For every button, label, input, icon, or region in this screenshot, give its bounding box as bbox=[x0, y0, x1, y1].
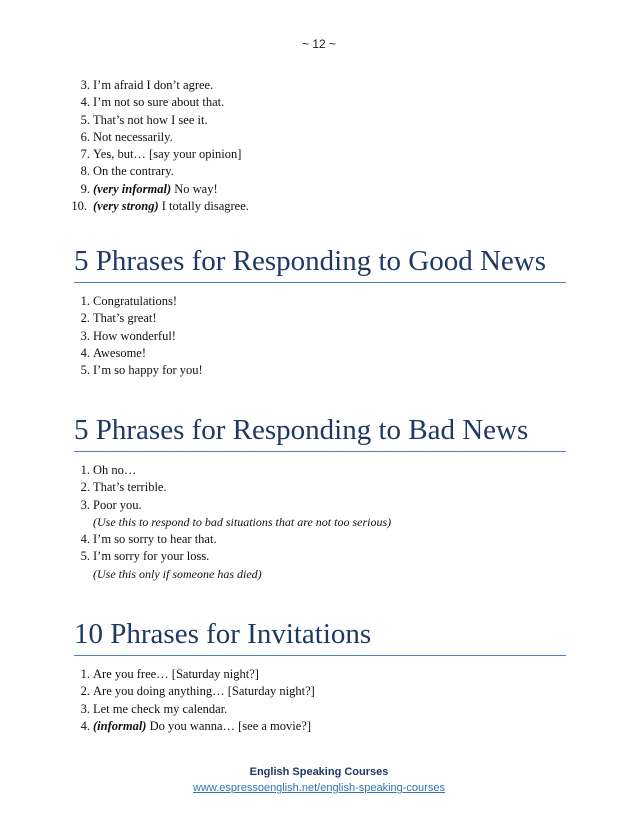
list-item: 4. Awesome! bbox=[80, 345, 147, 360]
list-item: 3. Let me check my calendar. bbox=[80, 701, 228, 716]
bad-news-heading: 5 Phrases for Responding to Bad News bbox=[74, 413, 566, 452]
usage-note: (Use this to respond to bad situations that are not too serious) bbox=[93, 514, 392, 529]
list-item: 4. (informal) Do you wanna… [see a movie?] bbox=[80, 718, 312, 733]
invitations-list bbox=[70, 666, 315, 735]
invitations-heading: 10 Phrases for Invitations bbox=[74, 617, 566, 656]
list-item: 8. On the contrary. bbox=[80, 164, 174, 179]
footer-link[interactable]: www.espressoenglish.net/english-speaking-courses bbox=[193, 782, 445, 794]
list-item: 4. I’m not so sure about that. bbox=[80, 95, 225, 110]
list-item: 7. Yes, but… [say your opinion] bbox=[80, 147, 242, 162]
list-item: 5. That’s not how I see it. bbox=[80, 112, 208, 127]
list-item: 3. How wonderful! bbox=[80, 328, 176, 343]
list-item: 1. Congratulations! bbox=[80, 294, 178, 308]
list-item: 4. I’m so sorry to hear that. bbox=[80, 532, 217, 547]
footer-brand: English Speaking Courses bbox=[249, 766, 389, 778]
good-news-list bbox=[70, 293, 203, 379]
list-item: 6. Not necessarily. bbox=[80, 129, 173, 144]
list-item: 2. That’s terrible. bbox=[80, 480, 167, 495]
list-item: 3. Poor you. (Use this to respond to bad situations that are not too serious) bbox=[70, 497, 391, 532]
list-item: 5. I’m sorry for your loss. (Use this only if someone has died) bbox=[70, 548, 391, 583]
page-number: ~ 12 ~ bbox=[301, 37, 337, 51]
list-item: 9. (very informal) No way! bbox=[80, 181, 218, 196]
good-news-heading: 5 Phrases for Responding to Good News bbox=[74, 244, 566, 283]
disagree-phrase-list bbox=[70, 77, 249, 215]
list-item: 1. Are you free… [Saturday night?] bbox=[80, 667, 259, 681]
list-item: 2. That’s great! bbox=[80, 311, 157, 326]
list-item: 2. Are you doing anything… [Saturday night?] bbox=[80, 684, 315, 699]
list-item: 10. (very strong) I totally disagree. bbox=[71, 199, 249, 214]
list-item: 1. Oh no… bbox=[80, 463, 137, 477]
usage-note: (Use this only if someone has died) bbox=[93, 566, 262, 581]
list-item: 5. I’m so happy for you! bbox=[80, 363, 203, 378]
list-item: 3. I’m afraid I don’t agree. bbox=[80, 78, 214, 92]
bad-news-list bbox=[70, 462, 391, 583]
